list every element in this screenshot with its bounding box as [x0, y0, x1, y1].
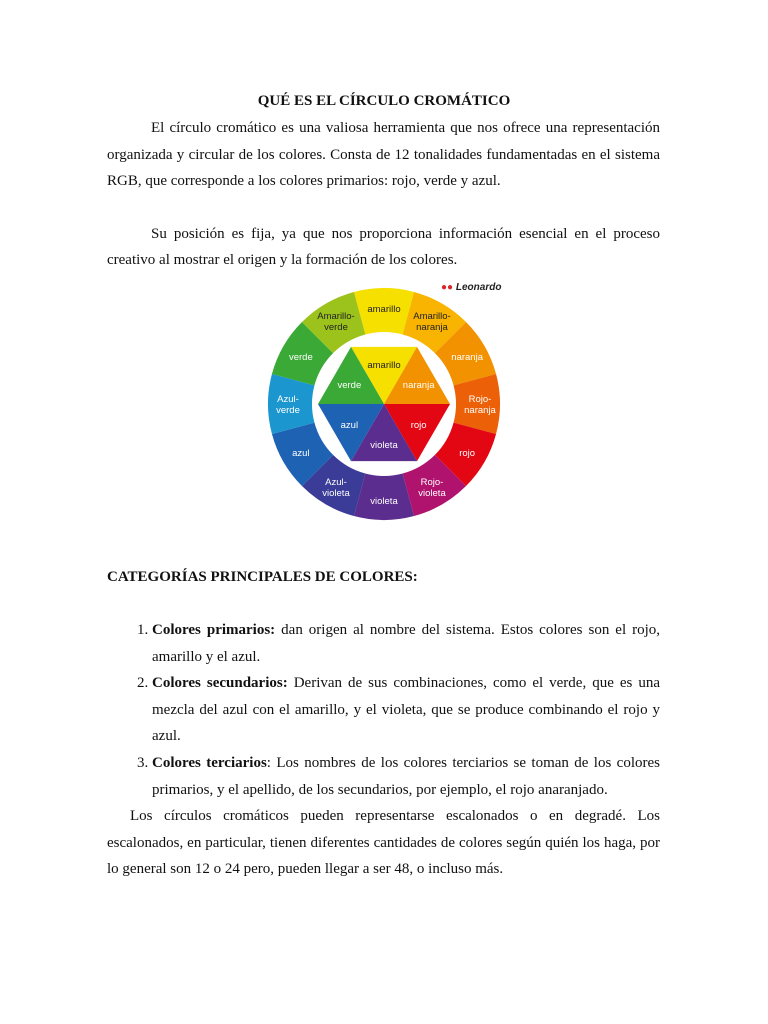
wheel-segment-label: Amarillo-naranja [413, 310, 451, 333]
list-term: Colores terciarios [152, 754, 267, 771]
leonardo-logo: ●● Leonardo [441, 282, 502, 293]
categories-list-wrap [107, 617, 660, 883]
list-term: Colores secundarios: [152, 675, 288, 692]
hex-label: azul [340, 420, 359, 431]
wheel-segment-label: verde [288, 352, 313, 363]
hex-label: verde [337, 380, 362, 391]
hex-label: naranja [402, 380, 435, 391]
wheel-segment-label: Amarillo-verde [317, 310, 355, 333]
list-item [152, 670, 660, 750]
wheel-segment-label: Rojo-naranja [464, 394, 496, 416]
wheel-segment-label: Azul-violeta [322, 477, 350, 500]
wheel-segment-label: rojo [459, 448, 476, 459]
section-heading: CATEGORÍAS PRINCIPALES DE COLORES: [107, 569, 418, 585]
wheel-segment-label: azul [292, 448, 310, 459]
page-title: QUÉ ES EL CÍRCULO CROMÁTICO [257, 93, 511, 109]
closing-paragraph: Los círculos cromáticos pueden representarse escalonados o en degradé. Los escalonados, en particular, tienen diferentes cantidades de colores según quién los haga, por lo general son 12 o 24 pero, pueden llegar a ser 48, o incluso más. [107, 808, 660, 878]
list-text: Derivan de sus combinaciones, como el verde, que es una mezcla del azul con el amarillo, y el violeta, que se produce combinando el rojo y azul. [152, 675, 660, 745]
list-item [152, 617, 660, 670]
hex-label: rojo [410, 420, 427, 431]
color-wheel [264, 278, 504, 528]
wheel-segment-label: naranja [451, 352, 483, 363]
categories-list [107, 617, 660, 803]
list-item [152, 750, 660, 803]
hex-label: amarillo [367, 360, 401, 371]
hex-label: violeta [370, 440, 398, 451]
wheel-segment-label: Rojo-violeta [418, 477, 446, 500]
list-text: dan origen al nombre del sistema. Estos colores son el rojo, amarillo y el azul. [152, 622, 661, 665]
wheel-segment-label: Azul-verde [276, 394, 300, 416]
wheel-segment-label: amarillo [367, 304, 401, 315]
list-text: : Los nombres de los colores terciarios se toman de los colores primarios, y el apellido, de los secundarios, por ejemplo, el rojo anaranjado. [152, 754, 660, 798]
wheel-segment-label: violeta [370, 496, 398, 507]
paragraph-1: El círculo cromático es una valiosa herramienta que nos ofrece una representación organizada y circular de los colores. Consta de 12 tonalidades fundamentadas en el sistema RGB, que corresponde a los colores primarios: rojo, verde y azul. [107, 120, 660, 190]
list-term: Colores primarios: [152, 622, 276, 638]
paragraph-2: Su posición es fija, ya que nos proporciona información esencial en el proceso creativo al mostrar el origen y la formación de los colores. [107, 225, 660, 269]
logo-text: Leonardo [455, 282, 502, 293]
intro-text [107, 115, 660, 274]
